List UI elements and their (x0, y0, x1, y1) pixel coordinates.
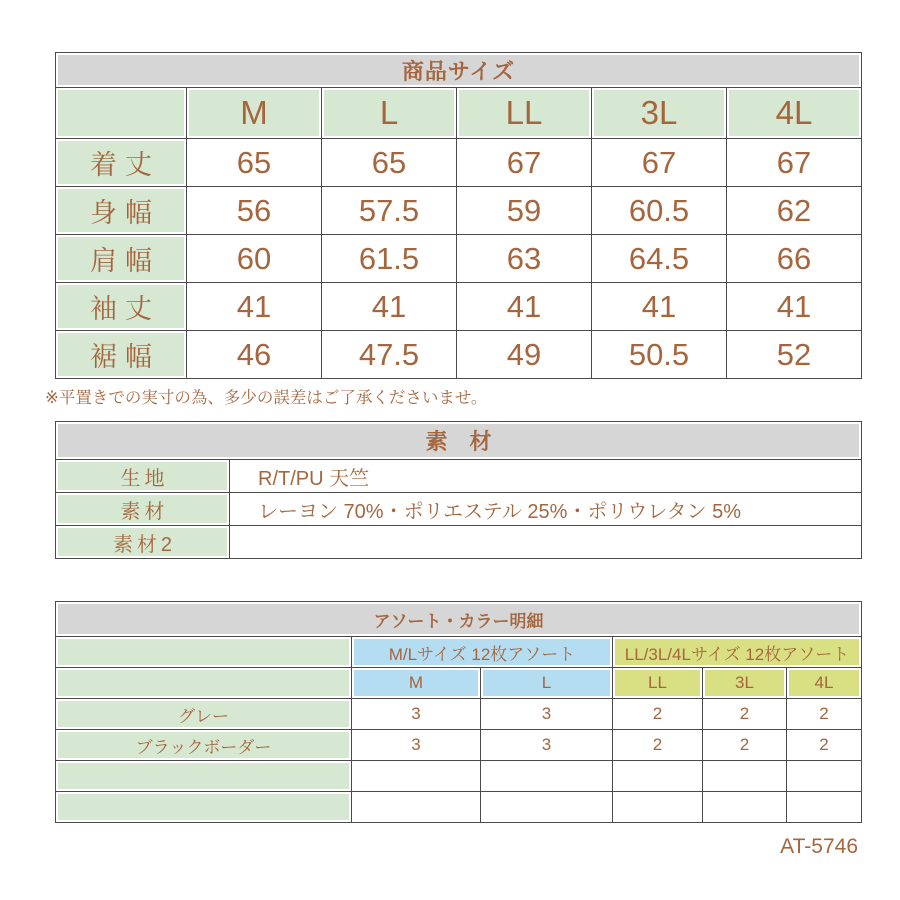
size-row-label: 肩幅 (56, 235, 186, 282)
size-value: 46 (187, 331, 321, 378)
assort-count (613, 792, 702, 822)
size-col-header-l: L (322, 88, 456, 138)
assort-size-header-ll: LL (613, 668, 702, 698)
size-value: 60.5 (592, 187, 726, 234)
assort-count: 2 (613, 699, 702, 729)
assort-count: 3 (481, 699, 612, 729)
size-value: 63 (457, 235, 591, 282)
size-value: 41 (322, 283, 456, 330)
assort-count: 2 (787, 730, 861, 760)
color-row-label (56, 761, 351, 791)
assort-count (703, 792, 786, 822)
size-value: 56 (187, 187, 321, 234)
assort-count (352, 761, 480, 791)
size-col-header-4l: 4L (727, 88, 861, 138)
assort-count: 3 (352, 730, 480, 760)
material-table-title: 素 材 (56, 422, 861, 459)
assort-size-header-3l: 3L (703, 668, 786, 698)
assort-count (352, 792, 480, 822)
material-value: レーヨン 70%・ポリエステル 25%・ポリウレタン 5% (230, 493, 861, 525)
size-table-title: 商品サイズ (56, 53, 861, 87)
size-value: 49 (457, 331, 591, 378)
assort-count: 2 (703, 699, 786, 729)
size-table (55, 52, 862, 379)
assort-count (787, 792, 861, 822)
assort-group-ll: LL/3L/4Lサイズ 12枚アソート (613, 637, 861, 667)
assort-count (481, 761, 612, 791)
assort-count (787, 761, 861, 791)
size-table-corner-cell (56, 88, 186, 138)
material-value: R/T/PU 天竺 (230, 460, 861, 492)
size-row-label: 袖丈 (56, 283, 186, 330)
assort-count: 2 (787, 699, 861, 729)
size-row-label: 裾幅 (56, 331, 186, 378)
size-col-header-3l: 3L (592, 88, 726, 138)
size-value: 52 (727, 331, 861, 378)
size-value: 67 (592, 139, 726, 186)
size-value: 60 (187, 235, 321, 282)
size-col-header-m: M (187, 88, 321, 138)
material-row-label: 素材2 (56, 526, 229, 558)
color-row-label: ブラックボーダー (56, 730, 351, 760)
assort-count: 2 (613, 730, 702, 760)
assort-size-header-l: L (481, 668, 612, 698)
size-value: 41 (727, 283, 861, 330)
material-row-label: 生地 (56, 460, 229, 492)
assort-group-ml: M/Lサイズ 12枚アソート (352, 637, 612, 667)
assort-table-title: アソート・カラー明細 (56, 602, 861, 636)
size-value: 50.5 (592, 331, 726, 378)
color-row-label: グレー (56, 699, 351, 729)
assort-count: 3 (481, 730, 612, 760)
material-value (230, 526, 861, 558)
size-value: 61.5 (322, 235, 456, 282)
size-value: 41 (187, 283, 321, 330)
size-value: 65 (187, 139, 321, 186)
assort-count (703, 761, 786, 791)
size-value: 66 (727, 235, 861, 282)
assort-count (613, 761, 702, 791)
size-value: 41 (592, 283, 726, 330)
size-value: 41 (457, 283, 591, 330)
assort-color-table (55, 601, 862, 823)
measurement-note: ※平置きでの実寸の為、多少の誤差はご了承くださいませ。 (45, 389, 488, 407)
size-row-label: 着丈 (56, 139, 186, 186)
size-row-label: 身幅 (56, 187, 186, 234)
size-col-header-ll: LL (457, 88, 591, 138)
assort-corner-cell (56, 668, 351, 698)
size-value: 67 (457, 139, 591, 186)
product-code: AT-5746 (780, 835, 858, 858)
size-value: 67 (727, 139, 861, 186)
size-value: 59 (457, 187, 591, 234)
assort-size-header-4l: 4L (787, 668, 861, 698)
assort-count (481, 792, 612, 822)
size-value: 64.5 (592, 235, 726, 282)
material-table (55, 421, 862, 559)
size-value: 62 (727, 187, 861, 234)
size-value: 65 (322, 139, 456, 186)
size-value: 57.5 (322, 187, 456, 234)
material-row-label: 素材 (56, 493, 229, 525)
assort-count: 2 (703, 730, 786, 760)
size-value: 47.5 (322, 331, 456, 378)
assort-count: 3 (352, 699, 480, 729)
assort-size-header-m: M (352, 668, 480, 698)
color-row-label (56, 792, 351, 822)
assort-corner-cell (56, 637, 351, 667)
